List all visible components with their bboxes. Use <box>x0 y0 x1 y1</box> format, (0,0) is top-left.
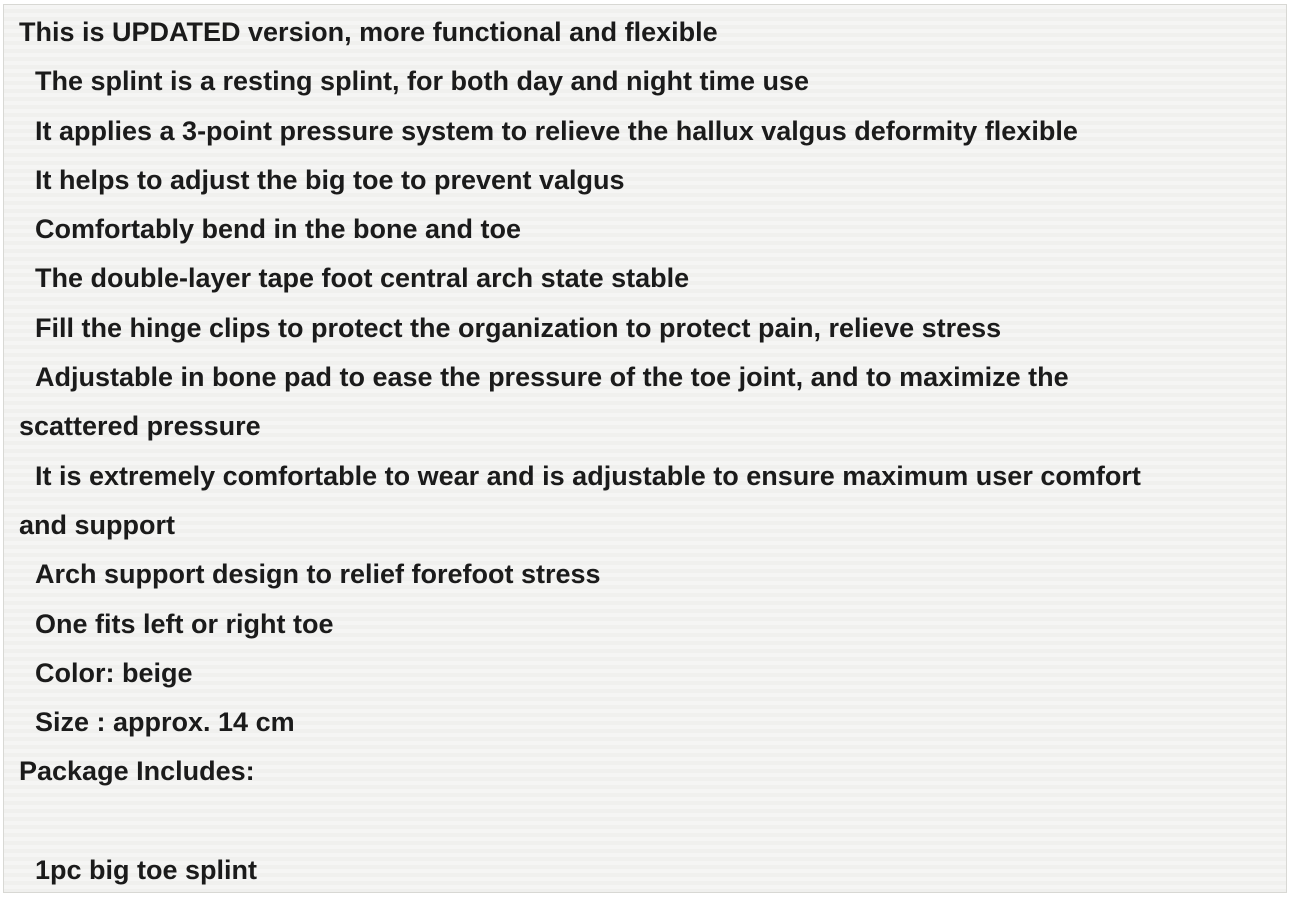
product-description-panel <box>3 4 1287 893</box>
description-text-line: One fits left or right toe <box>35 608 334 639</box>
description-text-line: Package Includes: <box>19 756 255 787</box>
description-text-line: The splint is a resting splint, for both day and night time use <box>35 66 810 97</box>
description-text-line: Comfortably bend in the bone and toe <box>35 214 521 245</box>
description-text-line: scattered pressure <box>19 411 261 442</box>
description-text-line: 1pc big toe splint <box>35 855 258 886</box>
description-text-line: Color: beige <box>35 657 193 688</box>
description-text-line: Arch support design to relief forefoot stress <box>35 559 601 590</box>
description-text-line: The double-layer tape foot central arch state stable <box>35 263 690 294</box>
description-text-line: Size : approx. 14 cm <box>35 707 295 738</box>
description-text-line: It is extremely comfortable to wear and is adjustable to ensure maximum user comfort <box>35 460 1141 491</box>
description-text-line: It applies a 3-point pressure system to relieve the hallux valgus deformity flexible <box>35 115 1078 146</box>
description-text-line: It helps to adjust the big toe to prevent valgus <box>35 164 625 195</box>
description-text-line: and support <box>19 509 175 540</box>
description-text-line: Adjustable in bone pad to ease the pressure of the toe joint, and to maximize the <box>35 362 1069 393</box>
description-text-line: This is UPDATED version, more functional and flexible <box>19 17 718 47</box>
description-text-line: Fill the hinge clips to protect the organization to protect pain, relieve stress <box>35 312 1002 343</box>
description-lines <box>19 8 1286 895</box>
description-text-line <box>19 797 1286 846</box>
